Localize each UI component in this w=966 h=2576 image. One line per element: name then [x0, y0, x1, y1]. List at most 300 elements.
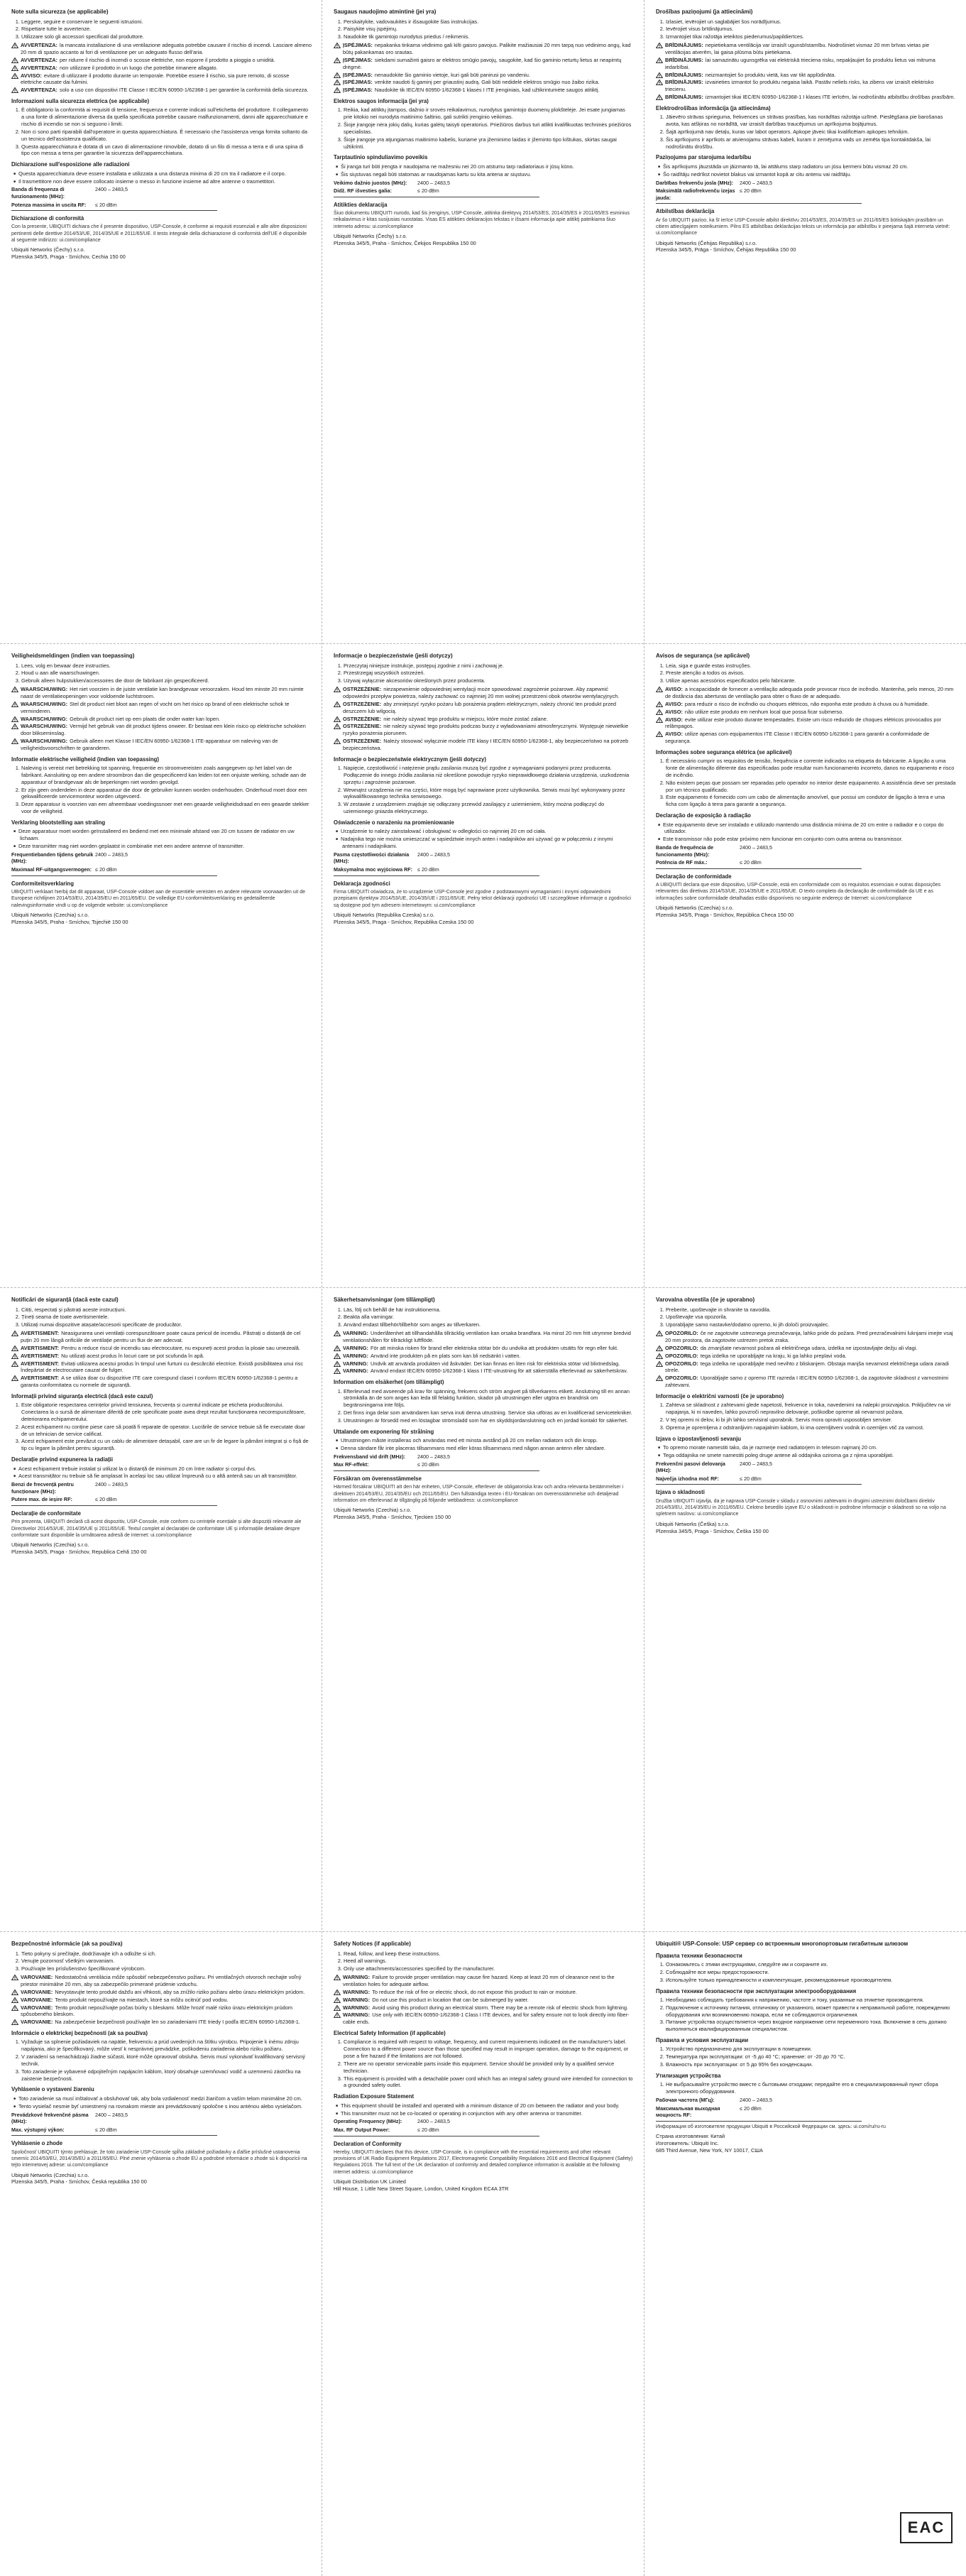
warning-keyword: VAROVANIE:	[21, 1974, 53, 1981]
language-panel	[322, 1288, 644, 1931]
manufacturer-address	[11, 1541, 312, 1556]
list-item: ■ Denna sändare får inte placeras tillsammans med eller köras tillsammans med någon annan antenn eller sändare.	[342, 1445, 634, 1452]
spec-value: 2400 – 2483,5	[740, 844, 772, 851]
panel-title: Säkerhetsanvisningar (om tillämpligt)	[334, 1297, 435, 1303]
warning-icon	[334, 738, 341, 744]
section-list	[656, 822, 956, 844]
list-item: 3. Deze apparatuur is voorzien van een afneembaar voedingssnoer met een geaarde veiligheidsdraad en een geaarde stekker voor de veiligheid.	[21, 801, 312, 815]
warning-icon	[656, 43, 663, 48]
warning-text: För att minska risken för brand eller elektriska stötar bör du undvika att produkten utsätts för regn eller fukt.	[371, 1344, 619, 1351]
warning-text: Använd endast IEC/EN 60950-1/62368-1 klass I ITE-utrustning för att säkerställa efterlevnad av säkerhetskrav.	[371, 1368, 628, 1375]
warning-keyword: ĮSPĖJIMAS:	[343, 71, 373, 78]
warning-keyword: WARNING:	[343, 1974, 371, 1981]
list-item: 2. Rispettare tutte le avvertenze.	[21, 26, 312, 33]
spec-value: ≤ 20 dBm	[417, 866, 439, 873]
warning-keyword: OSTRZEŻENIE:	[343, 723, 382, 730]
list-item: 3. Используйте только принадлежности и комплектующие, рекомендованные производителем.	[666, 1977, 956, 1984]
list-item: ■ Tento vysielač nesmie byť umiestnený na rovnakom mieste ani prevádzkovaný spoločne s inou anténou alebo vysielačom.	[20, 2103, 312, 2110]
warning-icon	[656, 709, 663, 715]
warning-keyword: WARNING:	[343, 2012, 371, 2019]
warning-item	[11, 1375, 312, 1389]
list-item: 3. Only use attachments/accessories specified by the manufacturer.	[344, 1965, 634, 1972]
warning-keyword: AVERTISMENT:	[21, 1344, 60, 1351]
manufacturer-address	[11, 2172, 312, 2186]
section-title: Informacje o bezpieczeństwie elektrycznym (jeśli dotyczy)	[334, 755, 486, 763]
warning-item	[334, 686, 634, 700]
warning-icon	[11, 724, 18, 729]
list-item: ■ Toto zariadenie sa musí inštalovať a obsluhovať tak, aby bola vzdialenosť medzi žiaričom a vaším telom minimálne 20 cm.	[20, 2095, 312, 2102]
warning-item	[334, 2012, 634, 2026]
address-line: Plzenska 345/5, Praga - Smíchov, República Checa 150 00	[656, 911, 794, 918]
section-list	[11, 765, 312, 815]
spec-value: ≤ 20 dBm	[740, 2105, 762, 2112]
warning-text: Nevystavujte tento produkt dažďu ani vlhkosti, aby sa znížilo riziko požiaru alebo úrazu elektrickým prúdom.	[55, 1988, 305, 1995]
section-list	[11, 107, 312, 157]
list-item: ■ Acest echipament trebuie instalat și utilizat la o distanță de minimum 20 cm între radiator și corpul dvs.	[20, 1466, 312, 1473]
warning-item	[11, 716, 312, 723]
section-list	[11, 2039, 312, 2082]
warning-item	[656, 42, 956, 56]
warning-text: nie należy używać tego produktu podczas burzy z wyładowaniami atmosferycznymi. Występuje niewielkie ryzyko porażenia piorunem.	[343, 723, 629, 737]
warning-icon	[334, 702, 341, 707]
section-title: Informácie o elektrickej bezpečnosti (ak sa používa)	[11, 2030, 148, 2037]
spec-value: 2400 – 2483,5	[417, 851, 450, 858]
warning-text: Undvik att använda produkten vid åskväder. Det kan finnas en liten risk för elektriska stötar vid blixtnedslag.	[371, 1360, 620, 1367]
spec-label: Frequentiebanden tijdens gebruik (MHz):	[11, 851, 94, 865]
list-item: 1. Preberite, upoštevajte in shranite ta navodila.	[666, 1306, 956, 1314]
list-item: ■ Il trasmettitore non deve essere collocato insieme o messo in funzione insieme ad altre antenne o trasmettitori.	[20, 178, 312, 185]
address-line: Plzenska 345/5, Praha - Smíchov, Čekijos Respublika 150 00	[334, 239, 476, 246]
address-line: Plzenska 345/5, Praga - Smíchov, Republica Cehă 150 00	[11, 1549, 147, 1556]
warning-text: izmantojiet tikai IEC/EN 60950-1/62368-1 I klases ITE ierīcēm, lai nodrošinātu atbilstību drošības prasībām.	[705, 94, 955, 101]
warning-icon	[334, 1368, 341, 1374]
divider-rule	[656, 1484, 862, 1485]
warning-icon	[334, 2012, 341, 2018]
list-item: 3. Naudokite tik gamintojo nurodytus priedus / reikmenis.	[344, 33, 634, 40]
spec-value: 2400 – 2483,5	[95, 1481, 128, 1488]
list-item: ■ Acest transmițător nu trebuie să fie amplasat în același loc sau utilizat împreună cu o altă antenă sau un alt transmițător.	[20, 1473, 312, 1480]
steps-list	[656, 1306, 956, 1329]
manufacturer-address	[334, 2178, 634, 2193]
eac-mark	[900, 2512, 953, 2543]
warning-keyword: AVVERTENZA:	[21, 64, 58, 71]
list-item: 1. Zahteva se skladnost z zahtevami glede napetosti, frekvence in toka, navedenimi na nalepki proizvajalca. Priključitev na vir napajanja, ki ni naveden, lahko povzroči nepravilno delovanje, poškodbe opreme ali nevarnost požara.	[666, 1402, 956, 1416]
warning-keyword: AVISO:	[665, 708, 683, 715]
warning-text: Pentru a reduce riscul de incendiu sau electrocutare, nu expuneți acest produs la ploaie sau umezeală.	[61, 1344, 300, 1351]
list-item: 3. Gebruik alleen hulpstukken/accessoires die door de fabrikant zijn gespecificeerd.	[21, 677, 312, 684]
warning-keyword: AVISO:	[665, 716, 683, 723]
warning-item	[11, 1360, 312, 1375]
section-list	[656, 114, 956, 150]
spec-value: ≤ 20 dBm	[740, 187, 762, 195]
list-item: 2. Det finns inga delar som användaren kan serva inuti denna utrustning. Service ska utföras av en kvalificerad servicetekniker.	[344, 1409, 634, 1417]
manufacturer-address	[11, 912, 312, 926]
warning-icon	[11, 702, 18, 707]
list-item: 1. Leggere, seguire e conservare le seguenti istruzioni.	[21, 18, 312, 26]
spec-value: ≤ 20 dBm	[95, 2126, 117, 2133]
warning-item	[656, 1375, 956, 1389]
warning-icon	[334, 1997, 341, 2003]
section-title: Dichiarazione sull'esposizione alle radiazioni	[11, 161, 130, 168]
conformity-title: Deklaracja zgodności	[334, 880, 390, 887]
language-panel	[0, 644, 322, 1287]
warning-item	[11, 72, 312, 87]
warning-keyword: WAARSCHUWING:	[21, 715, 68, 722]
warning-icon	[334, 87, 341, 93]
manufacturer-address	[656, 240, 956, 254]
address-line: Plzenska 345/5, Praga - Smíchov, Republika Czeska 150 00	[334, 918, 474, 925]
warning-text: Nu utilizați acest produs în locuri care se pot scufunda în apă.	[61, 1352, 204, 1359]
section-title: Elektros saugos informacija (jei yra)	[334, 98, 429, 105]
list-item: ■ Šis siųstuvas negali būti statomas ar naudojamas kartu su kita antena ar siųstuvu.	[342, 171, 634, 178]
conformity-text: Con la presente, UBIQUITI dichiara che il presente dispositivo, USP-Console, è conforme ai requisiti essenziali e alle altre disposizioni pertinenti delle direttive 2014/53/UE, 2014/35/UE e 2011/65/UE. Il testo integrale della dichiarazione di conformità dell'UE è disponibile al seguente indirizzo: ui.com/compliance	[11, 224, 307, 244]
address-line: Ubiquiti Networks (Czechia) s.r.o.	[334, 1507, 412, 1514]
spec-label: Benzi de frecvență pentru funcționare (MHz):	[11, 1481, 74, 1495]
address-line: Plzenska 345/5, Prāga - Smíchov, Čehijas Republika 150 00	[656, 246, 796, 253]
warning-icon	[334, 716, 341, 722]
warning-text: solo a uso con dispositivi ITE Classe I IEC/EN 60950-1/62368-1 per garantire la conformità della sicurezza.	[60, 87, 309, 94]
steps-list	[656, 662, 956, 685]
panel-title: Safety Notices (if applicable)	[334, 1941, 411, 1947]
spec-label: Frekvensband vid drift (MHz):	[334, 1453, 406, 1460]
eac-mark-text: EAC	[907, 2518, 945, 2536]
list-item: 1. Efterlevnad med avseende på krav för spänning, frekvens och ström angivet på tillverkarens etikett. Anslutning till en annan strömkälla än de som anges kan leda till felaktig funktion, skador på utrustningen eller utgöra en brandrisk om begränsningarna inte följs.	[344, 1388, 634, 1409]
list-item: 2. Upoštevajte vsa opozorila.	[666, 1314, 956, 1321]
list-item: 3. Använd endast tillbehör/tillbehör som anges av tillverkaren.	[344, 1321, 634, 1328]
language-panel	[644, 0, 966, 643]
section-title: Izjava o izpostavljenosti sevanju	[656, 1435, 742, 1442]
warning-text: Gebruik dit product niet op een plaats die onder water kan lopen.	[70, 715, 221, 722]
warning-text: la mancata installazione di una ventilazione adeguata potrebbe causare il rischio di incendi. Lasciare almeno 20 mm di spazio accanto ai fori di ventilazione per un adeguato flusso dell'aria.	[21, 42, 312, 55]
warning-item	[11, 42, 312, 56]
warning-item	[11, 2019, 312, 2026]
warning-keyword: VAROVANIE:	[21, 1996, 53, 2003]
warning-keyword: AVVERTENZA:	[21, 87, 58, 94]
warning-text: per ridurre il rischio di incendi o scosse elettriche, non esporre il prodotto a pioggia o umidità.	[60, 56, 275, 63]
list-item: 3. Używaj wyłącznie akcesoriów określonych przez producenta.	[344, 677, 634, 684]
warning-keyword: BRĪDINĀJUMS:	[665, 42, 703, 49]
warning-item	[656, 709, 956, 716]
warning-text: Use only with IEC/EN 60950-1/62368-1 Class I ITE devices, and for safety ensure not to look directly into fiber-cable ends.	[343, 2012, 630, 2026]
language-panel	[0, 0, 322, 643]
warning-text: Stel dit product niet bloot aan regen of vocht om het risico op brand of een elektrische schok te verminderen.	[21, 700, 290, 714]
warning-icon	[334, 1346, 341, 1351]
list-item: 1. È obbligatorio la conformità ai requisiti di tensione, frequenza e corrente indicati sull'etichetta del produttore. Il collegamento a una fonte di alimentazione diversa da quella specificata potrebbe causare malfunzionamenti, danni alle apparecchiature e rischio di incendio se non si seguono i limiti.	[21, 107, 312, 128]
warning-keyword: OPOZORILO:	[665, 1375, 698, 1382]
warning-text: Należy stosować wyłącznie modele ITE klasy I IEC/EN 60950-1/62368-1, aby bezpieczeństwo na potrzeb bezpieczeństwa.	[343, 738, 629, 751]
address-line: Plzenska 345/5, Praha - Smíchov, Tsjechië 150 00	[11, 918, 128, 925]
divider-rule	[656, 868, 862, 869]
steps-list	[334, 18, 634, 41]
warning-icon	[334, 724, 341, 729]
spec-value: ≤ 20 dBm	[417, 1461, 439, 1468]
section-list	[11, 1402, 312, 1452]
section-title: Vyhlásenie o vystavení žiareniu	[11, 2086, 94, 2093]
list-item: ■ This equipment should be installed and operated with a minimum distance of 20 cm between the radiator and your body.	[342, 2102, 634, 2110]
list-item: 2. Non ci sono parti riparabili dall'operatore in questa apparecchiatura. È necessario che l'assistenza venga fornita soltanto da un tecnico dell'assistenza qualificato.	[21, 129, 312, 143]
section-title: Informações sobre segurança elétrica (se aplicável)	[656, 748, 792, 755]
spec-value: 2400 – 2483,5	[417, 2118, 450, 2125]
list-item: ■ Deze transmitter mag niet worden geplaatst in combinatie met een andere antenne of transmitter.	[20, 843, 312, 850]
spec-label: Didž. RF išvesties galia:	[334, 187, 392, 195]
section-title: Informazioni sulla sicurezza elettrica (se applicabile)	[11, 98, 150, 105]
spec-value: 2400 – 2483,5	[740, 1460, 772, 1467]
warning-icon	[11, 87, 18, 93]
warning-text: če ne zagotovite ustreznega prezračevanja, lahko pride do požara. Pred prezračevalnimi luknjami imejte vsaj 20 mm prostora, da zagotovite ustrezen pretok zraka.	[665, 1330, 953, 1343]
warning-icon	[334, 43, 341, 48]
warning-icon	[656, 1353, 663, 1359]
warning-keyword: AVERTISMENT:	[21, 1375, 60, 1382]
warning-item	[11, 1345, 312, 1352]
section-list	[334, 2039, 634, 2089]
warning-item	[334, 1345, 634, 1352]
list-item: 2. Соблюдайте все меры предосторожности.	[666, 1969, 956, 1976]
spec-value: ≤ 20 dBm	[417, 2126, 439, 2133]
panel-title: Avisos de segurança (se aplicável)	[656, 653, 750, 659]
manufacturer-address	[334, 233, 634, 247]
section-list	[334, 1437, 634, 1452]
warning-icon	[334, 1361, 341, 1367]
spec-row	[656, 859, 956, 866]
warning-text: Evitați utilizarea acestui produs în timpul unei furtuni cu descărcări electrice. Există posibilitatea unui risc îndepărtat de electrocutare cauzat de fulger.	[21, 1360, 304, 1374]
warning-keyword: VARNING:	[343, 1368, 368, 1375]
warning-keyword: VARNING:	[343, 1330, 368, 1337]
list-item: 2. Não existem peças que possam ser reparadas pelo operador no interior deste equipamento. A assistência deve ser prestada por um técnico qualificado.	[666, 780, 956, 794]
list-item: 2. Przestrzegaj wszystkich ostrzeżeń.	[344, 670, 634, 677]
section-title: Правила техники безопасности при эксплуатации электрооборудования	[656, 1987, 857, 1994]
list-item: 3. Питание устройства осуществляется через входное напряжение сети переменного тока. Включение в сеть должно выполняться квалифицированным специалистом.	[666, 2019, 956, 2033]
warning-item	[334, 723, 634, 737]
warning-text: niezapewnienie odpowiedniej wentylacji może spowodować zagrożenie pożarowe. Aby zapewnić odpowiedni przepływ powietrza, należy zachować co najmniej 20 mm wolnej przestrzeni obok otworów wentylacyjnych.	[343, 686, 620, 699]
conformity-text: A UBIQUITI declara que este dispositivo, USP-Console, está em conformidade com os requisitos essenciais e outras disposições relevantes das diretivas 2014/53/UE, 2014/35/UE e 2011/65/UE. O texto completo da declaração de conformidade da UE e as informações sobre conformidade detalhadas estão disponíveis no seguinte endereço de Internet: ui.com/compliance	[656, 883, 941, 901]
section-list	[656, 2081, 956, 2095]
warning-keyword: VAROVANIE:	[21, 2004, 53, 2011]
divider-rule	[656, 203, 862, 204]
spec-value: 2400 – 2483,5	[740, 2097, 772, 2104]
spec-label: Pasma częstotliwości działania (MHz):	[334, 851, 410, 865]
panel-title: Ubiquiti® USP-Console: USP сервер со встроенным многопортовым гигабитным шлюзом	[656, 1941, 909, 1947]
warning-keyword: OPOZORILO:	[665, 1360, 698, 1367]
warning-keyword: BRĪDINĀJUMS:	[665, 71, 703, 78]
address-line: Hill House, 1 Little New Street Square, London, United Kingdom EC4A 3TR	[334, 2185, 509, 2192]
panel-title: Bezpečnostné informácie (ak sa používa)	[11, 1941, 123, 1947]
divider-rule	[11, 875, 217, 876]
warning-item	[334, 716, 634, 723]
spec-label: Banda di frequenza di funzionamento (MHz):	[11, 186, 65, 200]
warning-icon	[11, 2005, 18, 2011]
section-list	[11, 170, 312, 185]
list-item: 3. Utilizzare solo gli accessori specificati dal produttore.	[21, 33, 312, 40]
list-item: 3. Acest echipament este prevăzut cu un cablu de alimentare detașabil, care are un fir de legare la pământ integrat și o fișă de tip cu legare la pământ pentru siguranță.	[21, 1438, 312, 1452]
warning-keyword: AVISO:	[665, 686, 683, 693]
warning-keyword: OPOZORILO:	[665, 1352, 698, 1359]
warning-icon	[656, 717, 663, 723]
warning-text: Nedostatočná ventilácia môže spôsobiť nebezpečenstvo požiaru. Pri ventilačných otvoroch nechajte voľný priestor minimálne 20 mm, aby sa zabezpečilo primerané prúdenie vzduchu.	[21, 1974, 302, 1987]
address-line: Ubiquiti Networks (Czechia) s.r.o.	[11, 2171, 89, 2178]
warning-keyword: OSTRZEŻENIE:	[343, 738, 382, 745]
warning-keyword: ĮSPĖJIMAS:	[343, 79, 373, 86]
steps-list	[11, 18, 312, 41]
spec-value: ≤ 20 dBm	[740, 859, 762, 866]
spec-label: Максимальная выходная мощность RF:	[656, 2105, 720, 2119]
warning-item	[334, 2004, 634, 2012]
list-item: 1. Izlasiet, ievērojiet un saglabājiet šos norādījumus.	[666, 18, 956, 26]
list-item: 2. Venujte pozornosť všetkým varovaniam.	[21, 1958, 312, 1965]
spec-label: Maximaal RF-uitgangsvermogen:	[11, 866, 92, 873]
spec-label: Рабочая частота (МГц):	[656, 2097, 715, 2104]
list-item: 1. Naleving is vereist met betrekking tot spanning, frequentie en stroomvereisten zoals aangegeven op het label van de fabrikant. Aansluiting op een andere stroombron dan die gespecificeerd kan leiden tot een onjuiste werking, schade aan de apparatuur of brandgevaar als de beperkingen niet worden gevolgd.	[21, 765, 312, 786]
warning-text: venkite naudoti šį gaminį per griaustinį audrą. Gali būti nedidelė elektros smūgio nuo žaibo rizika.	[374, 79, 600, 86]
panel-title: Notificări de siguranță (dacă este cazul)	[11, 1297, 119, 1303]
list-item: ■ Urządzenie to należy zainstalować i obsługiwać w odległości co najmniej 20 cm od ciała.	[342, 828, 634, 835]
warning-text: evite utilizar este produto durante tempestades. Existe um risco reduzido de choques elétricos provocados por relâmpagos.	[665, 716, 942, 730]
warning-keyword: BRĪDINĀJUMS:	[665, 56, 703, 63]
conformity-text: Družba UBIQUITI izjavlja, da je naprava USP-Console v skladu z osnovnimi zahtevami in drugimi ustreznimi določbami direktiv 2014/53/EU, 2014/35/EU in 2011/65/EU. Celotno besedilo izjave EU o skladnosti in podrobne informacije o skladnosti so na voljo na spletnem naslovu: ui.com/compliance	[656, 1498, 946, 1517]
warning-text: non utilizzare il prodotto in un luogo che potrebbe rimanere allagato.	[60, 64, 218, 71]
section-list	[11, 1466, 312, 1480]
section-title: Declaração de exposição à radiação	[656, 812, 751, 819]
spec-label: Max RF-effekt:	[334, 1461, 369, 1468]
steps-list	[334, 1306, 634, 1329]
list-item: ■ Este equipamento deve ser instalado e utilizado mantendo uma distância mínima de 20 cm entre o radiador e o corpo do utilizador.	[664, 822, 956, 836]
list-item: 3. Este equipamento é fornecido com um cabo de alimentação amovível, que possui um condutor de ligação à terra e uma ficha com ligação à terra para garantir a segurança.	[666, 794, 956, 808]
list-item: 2. V tej opremi ni delov, ki bi jih lahko servisiral uporabnik. Servis mora opraviti usposobljen serviser.	[666, 1417, 956, 1424]
warning-text: a incapacidade de fornecer a ventilação adequada pode provocar risco de incêndio. Mantenha, pelo menos, 20 mm de distância das aberturas de ventilação para obter o fluxo de ar adequado.	[665, 686, 954, 699]
list-item: ■ To opremo morate namestiti tako, da je razmerje med radiatorjem in telesom najmanj 20 cm.	[664, 1444, 956, 1451]
warning-text: não utilize este produto em nenhum local que possa ficar submerso.	[684, 708, 844, 715]
spec-row	[334, 866, 634, 873]
list-item: 1. Perskaitykite, vadovaukitės ir išsaugokite šias instrukcijas.	[344, 18, 634, 26]
warning-text: Avoid using this product during an electrical storm. There may be a remote risk of electric shock from lightning.	[372, 2004, 628, 2011]
spec-label: Putere max. de ieșire RF:	[11, 1496, 72, 1503]
steps-list	[11, 1950, 312, 1973]
list-item: 2. Paisykite visų įspėjimų.	[344, 26, 634, 33]
warning-icon	[334, 80, 341, 85]
section-list	[656, 2046, 956, 2068]
warning-icon	[656, 702, 663, 707]
warning-keyword: AVISO:	[665, 731, 683, 738]
spec-row	[656, 2097, 956, 2104]
list-item: 2. Houd u aan alle waarschuwingen.	[21, 670, 312, 677]
spec-row	[11, 1496, 312, 1503]
section-list	[656, 1402, 956, 1431]
warning-icon	[656, 731, 663, 737]
section-title: Informatie elektrische veiligheid (indien van toepassing)	[11, 755, 159, 763]
warning-keyword: OPOZORILO:	[665, 1330, 698, 1337]
warning-item	[334, 1997, 634, 2004]
conformity-title: Conformiteitsverklaring	[11, 880, 74, 887]
warning-item	[11, 57, 312, 64]
warning-keyword: AVVISO:	[21, 72, 42, 79]
warning-keyword: AVVERTENZA:	[21, 42, 58, 49]
list-item: 3. Uporabljajte samo nastavke/dodatno opremo, ki jih določi proizvajalec.	[666, 1321, 956, 1328]
warning-text: To reduce the risk of fire or electric shock, do not expose this product to rain or moisture.	[372, 1988, 577, 1995]
conformity-title: Declaração de conformidade	[656, 873, 732, 880]
warning-keyword: AVERTISMENT:	[21, 1330, 60, 1337]
section-list	[334, 163, 634, 178]
list-item: 2. Acest echipament nu conține piese care să poată fi reparate de operator. Lucrările de service trebuie să fie executate doar de un tehnician de service calificat.	[21, 1424, 312, 1438]
spec-label: Darbības frekvenču josla (MHz):	[656, 179, 734, 186]
warning-item	[334, 1353, 634, 1360]
section-list	[656, 1997, 956, 2033]
warning-item	[334, 1330, 634, 1344]
warning-item	[334, 738, 634, 752]
warning-keyword: ĮSPĖJIMAS:	[343, 56, 373, 63]
warning-keyword: WAARSCHUWING:	[21, 686, 68, 693]
divider-rule	[11, 2135, 217, 2136]
manufacturer-address	[656, 1521, 956, 1535]
divider-rule	[656, 2121, 862, 2122]
warning-text: evitare di utilizzare il prodotto durante un temporale. Potrebbe essere il rischio, sia pure remoto, di scosse elettriche causate dai fulmini.	[21, 72, 290, 86]
list-item: 3. Šis aprīkojums ir aprīkots ar atvienojamu strāvas kabeli, kuram ir zemējuma vads un zemēta tipa kontaktdakša, lai nodrošinātu drošību.	[666, 136, 956, 151]
warning-text: Använd inte produkten på en plats som kan bli nedsänkt i vatten.	[371, 1352, 521, 1359]
section-title: Tarptautinio spinduliavimo poveikis	[334, 154, 428, 161]
list-item: ■ Nadajnika tego nie można umieszczać w sąsiedztwie innych anten i nadajników ani używać go w połączeniu z innymi antenami i nadajnikami.	[342, 836, 634, 850]
list-item: ■ Este transmissor não pode estar próximo nem funcionar em conjunto com outra antena ou transmissor.	[664, 836, 956, 843]
warning-icon	[656, 1375, 663, 1381]
warning-icon	[11, 1353, 18, 1359]
panel-title: Note sulla sicurezza (se applicabile)	[11, 9, 109, 15]
spec-label: Veikimo dažnio juostos (MHz):	[334, 179, 407, 186]
conformity-text: Ar šo UBIQUITI paziņo, ka šī ierīce USP-Console atbilst direktīvu 2014/53/ES, 2014/35/ES un 2011/65/ES būtiskajām prasībām un citiem attiecīgajiem noteikumiem. Pilns ES atbilstības deklarācijas teksts un informācija par atbilstību ir pieejama šajā interneta vietnē: ui.com/compliance	[656, 217, 950, 236]
address-line: Ubiquiti Networks (Czechia) s.r.o.	[11, 911, 89, 918]
spec-value: ≤ 20 dBm	[740, 1475, 762, 1482]
warning-item	[11, 1330, 312, 1344]
warning-keyword: WAARSCHUWING:	[21, 700, 68, 707]
warning-item	[656, 1345, 956, 1352]
spec-row	[334, 1461, 634, 1468]
list-item: 2. There are no operator serviceable parts inside this equipment. Service should be provided only by a qualified service technician.	[344, 2061, 634, 2075]
list-item: 1. Este obligatorie respectarea cerințelor privind tensiunea, frecvența și curentul indicate pe eticheta producătorului. Conectarea la o sursă de alimentare diferită de cele specificate poate avea drept rezultat funcționarea necorespunzătoare, deteriorarea echipamentului.	[21, 1402, 312, 1423]
list-item: ■ Deze apparatuur moet worden geïnstalleerd en bediend met een minimale afstand van 20 cm tussen de radiator en uw lichaam.	[20, 828, 312, 842]
warning-icon	[11, 1375, 18, 1381]
spec-row	[334, 2127, 634, 2134]
warning-text: lai samazinātu ugunsgrēka vai elektriskā trieciena risku, nepakļaujiet šo produktu lietus vai mitruma iedarbībai.	[665, 56, 935, 70]
section-title: Declarație privind expunerea la radiații	[11, 1456, 114, 1463]
list-item: 1. Przeczytaj niniejsze instrukcje, postępuj zgodnie z nimi i zachowaj je.	[344, 662, 634, 670]
list-item: ■ Questa apparecchiatura deve essere installata e utilizzata a una distanza minima di 20 cm tra il radiatore e il corpo.	[20, 170, 312, 178]
warning-item	[334, 87, 634, 94]
spec-row	[11, 851, 312, 865]
address-line: Plzenska 345/5, Praha - Smíchov, Tjeckien 150 00	[334, 1514, 451, 1521]
conformity-title: Izjava o skladnosti	[656, 1489, 705, 1496]
warning-item	[334, 79, 634, 86]
panel-title: Varovalna obvestila (če je uporabno)	[656, 1297, 755, 1303]
list-item: 1. Не выбрасывайте устройство вместе с бытовыми отходами; передайте его в специализированный пункт сбора электронного оборудования.	[666, 2081, 956, 2095]
list-item: 2. Heed all warnings.	[344, 1958, 634, 1965]
warning-icon	[334, 1990, 341, 1995]
spec-label: Potenza massima in uscita RF:	[11, 201, 87, 208]
spec-value: 2400 – 2483,5	[95, 2111, 128, 2118]
conformity-text: Šiuo dokumentu UBIQUITI nurodo, kad šis įrenginys, USP-Console, atitinka direktyvų 2014/53/ES, 2014/35/ES ir 2011/65/ES esminius reikalavimus ir kitas susijusias nuostatas. Visas ES atitikties deklaracijos tekstas ir išsami informacija apie atitiktį pateikiama šiuo interneto adresu: ui.com/compliance	[334, 211, 630, 229]
warning-text: tega izdelka ne uporabljajte na kraju, ki ga lahko preplavi voda.	[700, 1352, 847, 1359]
steps-list	[656, 18, 956, 41]
manufacturer-address	[656, 905, 956, 919]
warning-keyword: ĮSPĖJIMAS:	[343, 87, 373, 94]
section-title: Electrical Safety Information (if applicable)	[334, 2030, 446, 2037]
language-panel	[322, 644, 644, 1287]
section-title: Paziņojums par starojuma iedarbību	[656, 154, 752, 161]
address-line: Ubiquiti Networks (Czechia) s.r.o.	[656, 905, 734, 912]
warning-text: nepakanka tinkama vėdinimo gali kilti gaisro pavojus. Palikite mažiausiai 20 mm tarpą nuo vėdinimo angų, kad būtų pakankamas oro srautas.	[343, 42, 631, 55]
list-item: 3. Používajte len príslušenstvo špecifikované výrobcom.	[21, 1965, 312, 1972]
warning-text: Underlåtenhet att tillhandahålla tillräcklig ventilation kan orsaka brandfara. Ha minst 20 mm fritt utrymme bredvid ventilationshålen för tillräckligt luftflöde.	[343, 1330, 631, 1343]
warning-keyword: OSTRZEŻENIE:	[343, 686, 382, 693]
warning-item	[11, 701, 312, 715]
spec-row	[656, 1461, 956, 1474]
list-item: 1. Lees, volg en bewaar deze instructies.	[21, 662, 312, 670]
warning-keyword: VAROVANIE:	[21, 2019, 53, 2026]
